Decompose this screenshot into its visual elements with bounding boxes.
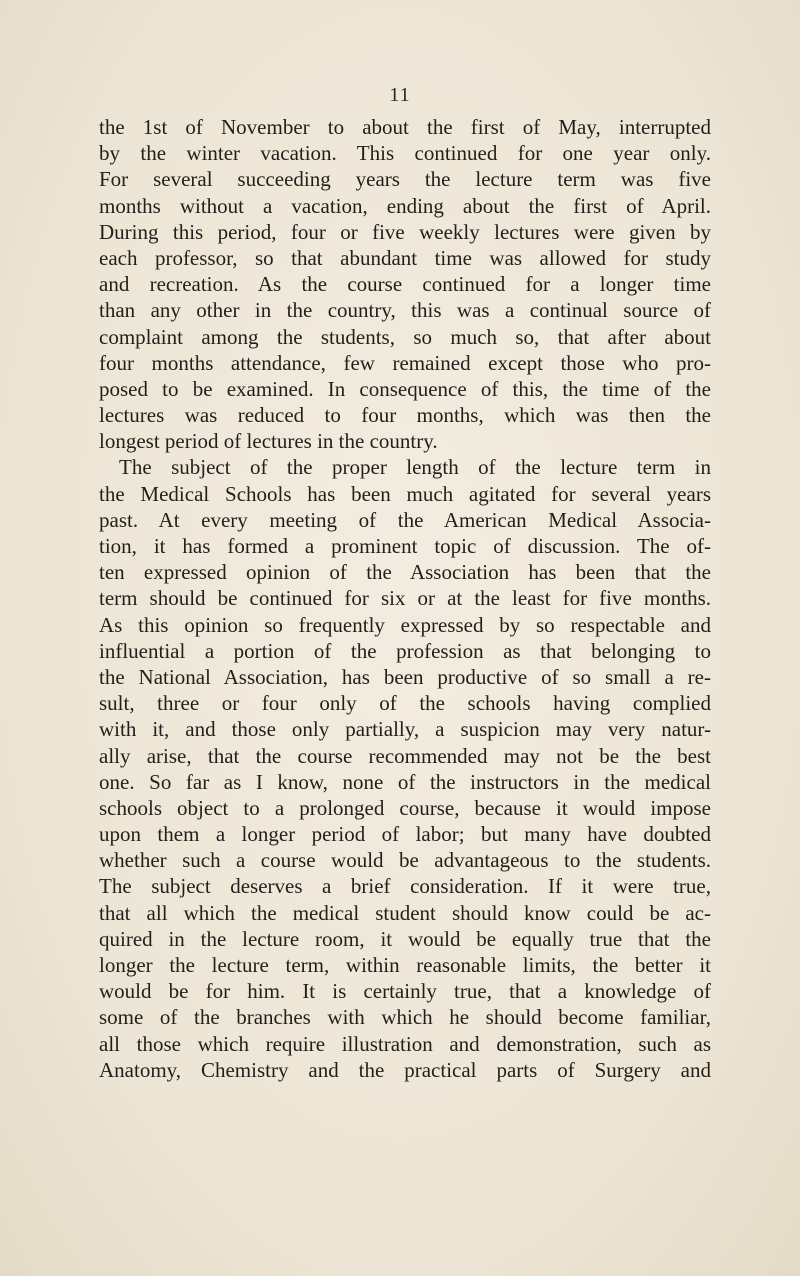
text-line: sult, three or four only of the schools having complied (99, 691, 711, 716)
text-line: The subject deserves a brief consideration. If it were true, (99, 874, 711, 899)
text-line: would be for him. It is certainly true, that a knowledge of (99, 979, 711, 1004)
text-line: upon them a longer period of labor; but many have doubted (99, 822, 711, 847)
text-line: by the winter vacation. This continued for one year only. (99, 141, 711, 166)
text-line: and recreation. As the course continued for a longer time (99, 272, 711, 297)
text-line: For several succeeding years the lecture term was five (99, 167, 711, 192)
text-line: lectures was reduced to four months, which was then the (99, 403, 711, 428)
text-line: ally arise, that the course recommended may not be the best (99, 743, 711, 768)
text-line: than any other in the country, this was a continual source of (99, 298, 711, 323)
text-line: months without a vacation, ending about the first of April. (99, 193, 711, 218)
text-line: past. At every meeting of the American Medical Associa- (99, 507, 711, 532)
text-line: longer the lecture term, within reasonable limits, the better it (99, 953, 711, 977)
text-line: term should be continued for six or at the least for five months. (99, 586, 711, 611)
text-line: with it, and those only partially, a suspicion may very natur- (99, 717, 711, 742)
text-line: the 1st of November to about the first of May, interrupted (99, 115, 711, 139)
text-line: tion, it has formed a prominent topic of discussion. The of- (99, 534, 711, 558)
page-number: 11 (389, 84, 411, 106)
text-line: the National Association, has been productive of so small a re- (99, 664, 711, 689)
text-line: Anatomy, Chemistry and the practical parts of Surgery and (99, 1057, 711, 1082)
text-line: complaint among the students, so much so, that after about (99, 324, 711, 349)
text-line: schools object to a prolonged course, because it would impose (99, 795, 711, 820)
text-line: The subject of the proper length of the lecture term in (119, 455, 711, 480)
text-line: each professor, so that abundant time was allowed for study (99, 245, 711, 270)
text-line: quired in the lecture room, it would be equally true that the (99, 926, 711, 951)
text-line: all those which require illustration and demonstration, such as (99, 1031, 711, 1056)
text-line: some of the branches with which he should become familiar, (99, 1005, 711, 1030)
text-line: ten expressed opinion of the Association has been that the (99, 560, 711, 585)
text-line: longest period of lectures in the country. (99, 429, 438, 454)
text-line: the Medical Schools has been much agitated for several years (99, 481, 711, 506)
text-line: posed to be examined. In consequence of this, the time of the (99, 376, 711, 401)
text-line: During this period, four or five weekly lectures were given by (99, 219, 711, 244)
text-line: one. So far as I know, none of the instructors in the medical (99, 769, 711, 794)
text-line: whether such a course would be advantageous to the students. (99, 848, 711, 873)
text-line: influential a portion of the profession as that belonging to (99, 638, 711, 663)
text-line: four months attendance, few remained except those who pro- (99, 350, 711, 375)
body-text (99, 114, 711, 1083)
text-line: As this opinion so frequently expressed by so respectable and (99, 612, 711, 637)
text-line: that all which the medical student should know could be ac- (99, 900, 711, 925)
